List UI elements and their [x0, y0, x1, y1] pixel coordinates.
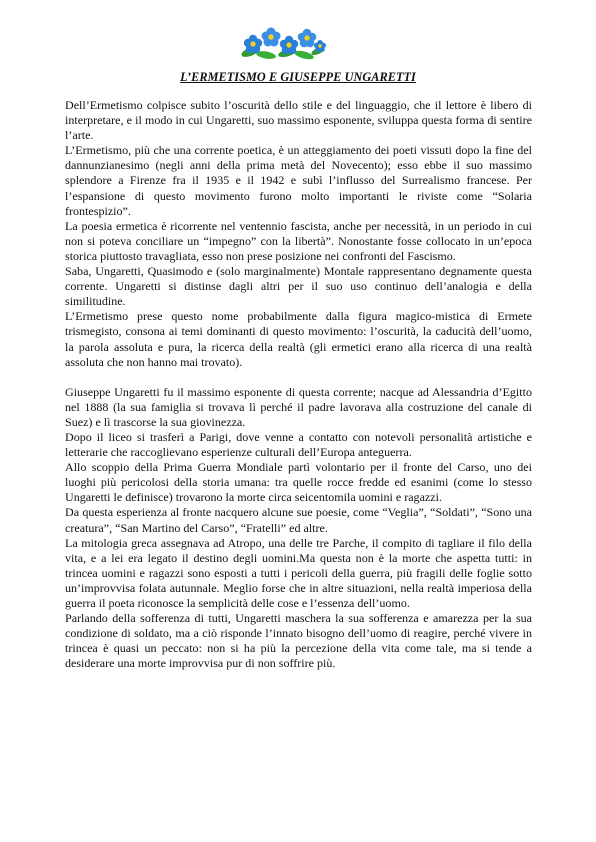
paragraph: La poesia ermetica è ricorrente nel ventennio fascista, anche per necessità, in un periodo in cui non si poteva conciliare un “impegno” con la libertà”. Nonostante fosse collocato in un’epoca storica piuttosto travagliata, esso non prese posizione nei confronti del Fascismo.: [65, 218, 532, 263]
paragraph: L’Ermetismo prese questo nome probabilmente dalla figura magico-mistica di Ermete trismegisto, consona ai temi dominanti di questo movimento: l’oscurità, la caducità dell’uomo, la parola assoluta e pura, la ricerca della realtà (gli ermetici erano alla ricerca di una realtà assoluta che non hanno mai trovato).: [65, 309, 532, 369]
paragraph: Dell’Ermetismo colpisce subito l’oscurità dello stile e del linguaggio, che il lettore è libero di interpretare, e il modo in cui Ungaretti, suo massimo esponente, sviluppa questa forma di sentire l’arte.: [65, 98, 532, 143]
paragraph: La mitologia greca assegnava ad Atropo, una delle tre Parche, il compito di tagliare il filo della vita, e a lei era legato il destino degli uomini.Ma questa non è la morte che aspetta tutti: in trincea uomini e ragazzi sono esposti a tutti i pericoli della guerra, più fragili delle foglie sotto un’improvvisa folata autunnale. Meglio forse che in altre situazioni, nella realtà imperiosa della guerra il poeta riconosce la semplicità delle cose e l’essenza dell’uomo.: [65, 535, 532, 610]
blue-flowers-icon: [240, 25, 326, 61]
document-title: L’ERMETISMO E GIUSEPPE UNGARETTI: [180, 70, 416, 84]
paragraph: Da questa esperienza al fronte nacquero alcune sue poesie, come “Veglia”, “Soldati”, “Sono una creatura”, “San Martino del Carso”, “Fratelli” ed altre.: [65, 505, 532, 535]
paragraph: Parlando della sofferenza di tutti, Ungaretti maschera la sua sofferenza e amarezza per la sua condizione di soldato, ma a ciò risponde l’innato bisogno dell’uomo di reagire, perché vivere in trincea è quasi un peccato: non si ha più la percezione della vita come tale, ma si tende a desiderare una morte improvvisa pur di non soffrire più.: [65, 611, 532, 671]
document-body: [65, 98, 532, 671]
paragraph: Allo scoppio della Prima Guerra Mondiale partì volontario per il fronte del Carso, uno dei luoghi più pericolosi della storia umana: tra quelle rocce fredde ed esanimi (come lo stesso Ungaretti le definisce) trovarono la morte circa seicentomila uomini e ragazzi.: [65, 460, 532, 505]
paragraph: Dopo il liceo si trasferì a Parigi, dove venne a contatto con notevoli personalità artistiche e letterarie che raccoglievano esperienze culturali dell’Europa anteguerra.: [65, 429, 532, 460]
paragraph: Saba, Ungaretti, Quasimodo e (solo marginalmente) Montale rappresentano degnamente questa corrente. Ungaretti si distinse dagli altri per il suo uso continuo dell’analogia e della similitudine.: [65, 264, 532, 309]
paragraph: L’Ermetismo, più che una corrente poetica, è un atteggiamento dei poeti vissuti dopo la fine del dannunzianesimo (negli anni della prima metà del Novecento); esso ebbe il suo massimo splendore a Firenze fra il 1935 e il 1942 e subì l’influsso del Surrealismo francese. Per l’espansione di questo movimento furono molto importanti le riviste come “Solaria frontespizio”.: [65, 143, 532, 218]
paragraph: Giuseppe Ungaretti fu il massimo esponente di questa corrente; nacque ad Alessandria d’Egitto nel 1888 (la sua famiglia si trovava lì perché il padre lavorava alla costruzione del canale di Suez) e lì trascorse la sua giovinezza.: [65, 384, 532, 429]
